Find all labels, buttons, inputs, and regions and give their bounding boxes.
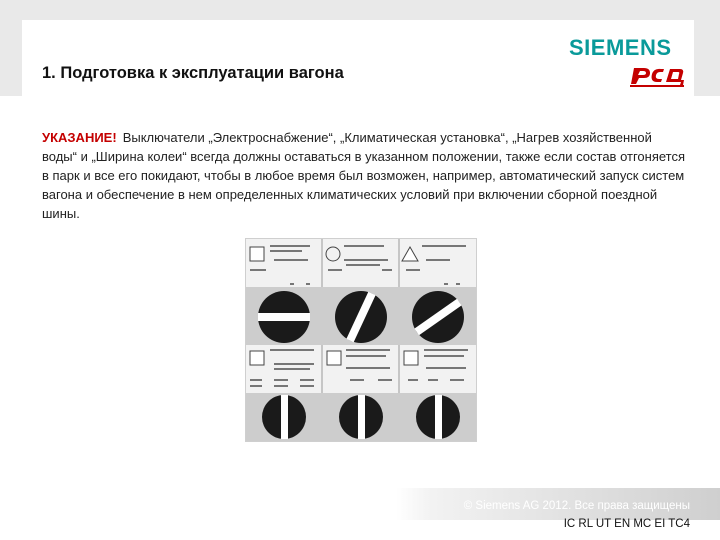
footer-code: IC RL UT EN MC EI TC4 [563,518,690,530]
rzd-logo [628,64,688,88]
page-title: 1. Подготовка к эксплуатации вагона [42,64,344,82]
notice-label: УКАЗАНИЕ! [42,130,117,145]
notice-paragraph [42,128,690,223]
siemens-logo: SIEMENS [569,35,672,60]
footer-copyright: © Siemens AG 2012. Все права защищены [463,500,690,512]
switch-panel-photo [245,238,477,442]
switch-panel-drawing [246,239,476,441]
notice-text: Выключатели „Электроснабжение“, „Климатическая установка“, „Нагрев хозяйственной воды“ и „Ширина колеи“ всегда должны оставаться в указанном положении, также если состав отгоняется в парк и все его покидают, чтобы в любое время был возможен, например, автоматический запуск систем вагона и обеспечение в нем определенных климатических условий при включении сборной поездной шины. [42,130,686,221]
